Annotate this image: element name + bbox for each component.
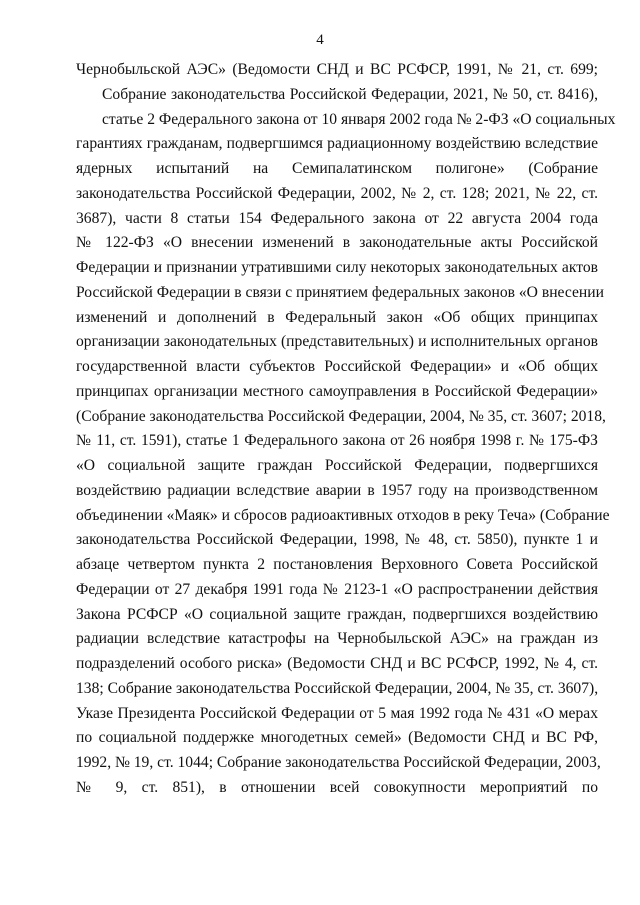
text-line: Указе Президента Российской Федерации от 5 мая 1992 года № 431 «О мерах — [76, 704, 598, 722]
text-line: 138; Собрание законодательства Российской Федерации, 2004, № 35, ст. 3607), — [76, 679, 599, 697]
text-line: организации законодательных (представительных) и исполнительных органов — [76, 333, 598, 351]
text-line: Российской Федерации в связи с принятием федеральных законов «О внесении — [76, 283, 604, 301]
text-line: гарантиях гражданам, подвергшимся радиационному воздействию вследствие — [76, 135, 598, 153]
text-line: Закона РСФСР «О социальной защите граждан, подвергшихся воздействию — [76, 605, 598, 623]
text-line: Чернобыльской АЭС» (Ведомости СНД и ВС РСФСР, 1991, № 21, ст. 699; — [76, 61, 598, 78]
text-line: по социальной поддержке многодетных семей» (Ведомости СНД и ВС РФ, — [76, 729, 598, 747]
text-line: № 122-ФЗ «О внесении изменений в законодательные акты Российской — [76, 234, 598, 252]
text-line: принципах организации местного самоуправления в Российской Федерации» — [76, 382, 598, 400]
text-line: № 11, ст. 1591), статье 1 Федерального закона от 26 ноября 1998 г. № 175-ФЗ — [76, 432, 598, 450]
text-line: Собрание законодательства Российской Федерации, 2021, № 50, ст. 8416), — [102, 85, 598, 103]
text-line: № 9, ст. 851), в отношении всей совокупности мероприятий по — [76, 778, 598, 796]
text-line: «О социальной защите граждан Российской Федерации, подвергшихся — [76, 457, 598, 474]
text-line: законодательства Российской Федерации, 2002, № 2, ст. 128; 2021, № 22, ст. — [76, 184, 598, 202]
text-line: 3687), части 8 статьи 154 Федерального закона от 22 августа 2004 года — [76, 209, 598, 227]
text-line: ядерных испытаний на Семипалатинском полигоне» (Собрание — [76, 160, 598, 177]
text-line: абзаце четвертом пункта 2 постановления Верховного Совета Российской — [76, 556, 598, 573]
text-line: государственной власти субъектов Российской Федерации» и «Об общих — [76, 358, 598, 375]
text-line: (Собрание законодательства Российской Федерации, 2004, № 35, ст. 3607; 2018, — [76, 407, 606, 425]
text-line: 1992, № 19, ст. 1044; Собрание законодательства Российской Федерации, 2003, — [76, 754, 601, 771]
text-line: объединении «Маяк» и сбросов радиоактивных отходов в реку Теча» (Собрание — [76, 506, 610, 524]
text-line: радиации вследствие катастрофы на Чернобыльской АЭС» на граждан из — [76, 630, 598, 648]
text-line: воздействию радиации вследствие аварии в 1957 году на производственном — [76, 481, 598, 499]
text-line: подразделений особого риска» (Ведомости СНД и ВС РСФСР, 1992, № 4, ст. — [76, 655, 598, 672]
text-line: Федерации от 27 декабря 1991 года № 2123-1 «О распространении действия — [76, 580, 598, 598]
page-number: 4 — [316, 32, 324, 48]
text-line: законодательства Российской Федерации, 1998, № 48, ст. 5850), пункте 1 и — [76, 531, 598, 549]
text-line: Федерации и признании утратившими силу некоторых законодательных актов — [76, 259, 598, 276]
text-line: статье 2 Федерального закона от 10 января 2002 года № 2-ФЗ «О социальных — [102, 110, 616, 128]
body-text — [76, 58, 616, 801]
text-line: изменений и дополнений в Федеральный закон «Об общих принципах — [76, 308, 598, 326]
